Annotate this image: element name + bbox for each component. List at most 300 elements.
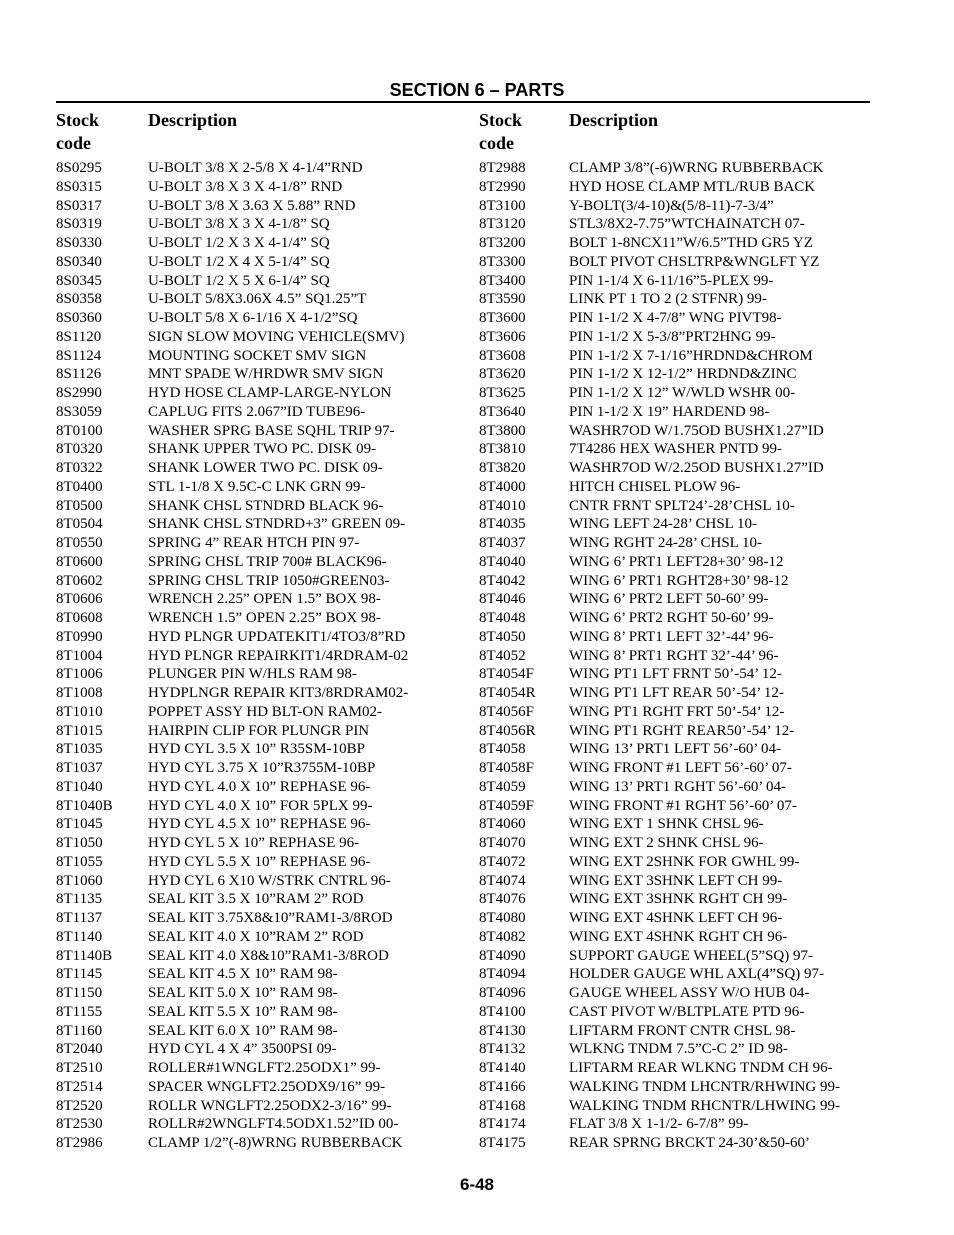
table-row bbox=[479, 365, 869, 384]
part-description: WING EXT 2 SHNK CHSL 96- bbox=[569, 835, 764, 851]
table-row bbox=[479, 1003, 869, 1022]
table-row bbox=[56, 515, 476, 534]
part-description: WING EXT 2SHNK FOR GWHL 99- bbox=[569, 853, 800, 870]
stock-code: 8T4130 bbox=[479, 1022, 526, 1039]
table-row bbox=[56, 684, 476, 703]
table-row bbox=[56, 665, 476, 684]
table-row bbox=[479, 215, 869, 234]
stock-code: 8T4054R bbox=[479, 685, 536, 701]
table-row bbox=[56, 778, 476, 797]
part-description: HYD CYL 5.5 X 10” REPHASE 96- bbox=[148, 853, 371, 870]
part-description: ROLLER#1WNGLFT2.25ODX1” 99- bbox=[148, 1060, 381, 1076]
part-description: SHANK CHSL STNDRD+3” GREEN 09- bbox=[148, 516, 406, 533]
part-description: SEAL KIT 4.0 X8&10”RAM1-3/8ROD bbox=[148, 947, 389, 964]
part-description: WING EXT 1 SHNK CHSL 96- bbox=[569, 816, 764, 833]
table-row bbox=[479, 1022, 869, 1041]
table-row bbox=[479, 234, 869, 253]
stock-code: 8T1045 bbox=[56, 816, 103, 833]
part-description: SEAL KIT 4.0 X 10”RAM 2” ROD bbox=[148, 928, 364, 945]
table-row bbox=[479, 928, 869, 947]
stock-code: 8T1140B bbox=[56, 947, 113, 964]
table-row bbox=[479, 797, 869, 816]
stock-code: 8T3640 bbox=[479, 403, 526, 420]
table-row bbox=[479, 740, 869, 759]
part-description: PIN 1-1/2 X 12” W/WLD WSHR 00- bbox=[569, 385, 796, 401]
part-description: MNT SPADE W/HRDWR SMV SIGN bbox=[148, 366, 384, 383]
stock-code: 8T4058 bbox=[479, 741, 526, 758]
part-description: HYD CYL 4.0 X 10” REPHASE 96- bbox=[148, 778, 371, 795]
part-description: GAUGE WHEEL ASSY W/O HUB 04- bbox=[569, 985, 810, 1001]
part-description: CAPLUG FITS 2.067”ID TUBE96- bbox=[148, 403, 366, 420]
table-row bbox=[479, 665, 869, 684]
stock-code: 8T1004 bbox=[56, 647, 103, 664]
table-row bbox=[479, 890, 869, 909]
column-header bbox=[56, 109, 476, 159]
table-row bbox=[56, 890, 476, 909]
table-row bbox=[56, 628, 476, 647]
stock-code: 8T4096 bbox=[479, 985, 526, 1001]
table-row bbox=[479, 572, 869, 591]
part-description: SHANK LOWER TWO PC. DISK 09- bbox=[148, 460, 383, 476]
table-row bbox=[56, 909, 476, 928]
table-row bbox=[479, 309, 869, 328]
stock-code: 8T1050 bbox=[56, 835, 103, 851]
stock-code: 8T3590 bbox=[479, 291, 526, 308]
part-description: WING EXT 3SHNK RGHT CH 99- bbox=[569, 891, 788, 908]
page-number: 6-48 bbox=[459, 1175, 495, 1194]
stock-code: 8T2514 bbox=[56, 1078, 103, 1095]
stock-code: 8T4166 bbox=[479, 1078, 526, 1095]
table-row bbox=[56, 1022, 476, 1041]
table-row bbox=[56, 1115, 476, 1134]
description-header: Description bbox=[569, 110, 658, 130]
stock-code: 8T1135 bbox=[56, 891, 103, 908]
parts-column-right bbox=[479, 109, 869, 1153]
part-description: HITCH CHISEL PLOW 96- bbox=[569, 478, 741, 495]
part-description: ROLLR#2WNGLFT4.5ODX1.52”ID 00- bbox=[148, 1116, 399, 1133]
stock-code: 8T0100 bbox=[56, 422, 103, 439]
table-row bbox=[479, 1115, 869, 1134]
stock-code: 8T3600 bbox=[479, 310, 526, 326]
part-description: POPPET ASSY HD BLT-ON RAM02- bbox=[148, 703, 382, 720]
table-row bbox=[479, 272, 869, 291]
part-description: U-BOLT 1/2 X 3 X 4-1/4” SQ bbox=[148, 235, 330, 251]
table-row bbox=[56, 834, 476, 853]
part-description: HAIRPIN CLIP FOR PLUNGR PIN bbox=[148, 722, 370, 739]
part-description: WING 13’ PRT1 LEFT 56’-60’ 04- bbox=[569, 741, 781, 758]
table-row bbox=[56, 365, 476, 384]
stock-code: 8T4060 bbox=[479, 816, 526, 833]
table-row bbox=[479, 497, 869, 516]
part-description: SPRING CHSL TRIP 700# BLACK96- bbox=[148, 553, 387, 570]
stock-code: 8S1126 bbox=[56, 366, 102, 383]
part-description: SEAL KIT 5.0 X 10” RAM 98- bbox=[148, 985, 338, 1001]
stock-code: 8T1055 bbox=[56, 853, 103, 870]
table-row bbox=[479, 984, 869, 1003]
stock-code: 8T3120 bbox=[479, 216, 526, 233]
stock-code: 8T2986 bbox=[56, 1135, 103, 1151]
stock-code: 8T3200 bbox=[479, 235, 526, 251]
stock-code: 8T1155 bbox=[56, 1003, 103, 1020]
part-description: STL3/8X2-7.75”WTCHAINATCH 07- bbox=[569, 216, 805, 233]
stock-code: 8T4074 bbox=[479, 872, 526, 889]
part-description: CLAMP 1/2”(-8)WRNG RUBBERBACK bbox=[148, 1135, 403, 1151]
stock-code: 8T1140 bbox=[56, 928, 103, 945]
stock-code: 8T1040B bbox=[56, 797, 113, 814]
stock-code: 8T3800 bbox=[479, 422, 526, 439]
part-description: SUPPORT GAUGE WHEEL(5”SQ) 97- bbox=[569, 947, 813, 964]
part-description: SEAL KIT 3.75X8&10”RAM1-3/8ROD bbox=[148, 910, 393, 926]
table-row bbox=[56, 1003, 476, 1022]
table-row bbox=[56, 1134, 476, 1153]
stock-code: 8T3300 bbox=[479, 253, 526, 270]
stock-code: 8T3608 bbox=[479, 347, 526, 364]
table-row bbox=[56, 459, 476, 478]
part-description: WING PT1 LFT REAR 50’-54’ 12- bbox=[569, 685, 784, 701]
stock-code: 8S0317 bbox=[56, 197, 102, 214]
table-row bbox=[56, 590, 476, 609]
part-description: PIN 1-1/2 X 12-1/2” HRDND&ZINC bbox=[569, 366, 797, 383]
part-description: HYD CYL 3.75 X 10”R3755M-10BP bbox=[148, 760, 376, 776]
stock-code: 8T4090 bbox=[479, 947, 526, 964]
stock-code: 8T4056R bbox=[479, 722, 536, 739]
stock-code: 8S0360 bbox=[56, 310, 102, 326]
stock-code: 8T3400 bbox=[479, 272, 526, 289]
part-description: REAR SPRNG BRCKT 24-30’&50-60’ bbox=[569, 1135, 810, 1151]
table-row bbox=[479, 834, 869, 853]
stock-code: 8T4168 bbox=[479, 1097, 526, 1114]
stock-code: 8T0500 bbox=[56, 497, 103, 514]
stock-code: 8T0504 bbox=[56, 516, 103, 533]
stock-code: 8T4076 bbox=[479, 891, 526, 908]
table-row bbox=[479, 778, 869, 797]
part-description: WASHR7OD W/1.75OD BUSHX1.27”ID bbox=[569, 422, 824, 439]
stock-code: 8T4132 bbox=[479, 1041, 526, 1058]
part-description: SPRING 4” REAR HTCH PIN 97- bbox=[148, 535, 360, 551]
table-row bbox=[479, 703, 869, 722]
part-description: 7T4286 HEX WASHER PNTD 99- bbox=[569, 441, 783, 458]
part-description: HYD CYL 5 X 10” REPHASE 96- bbox=[148, 835, 360, 851]
stock-code: 8S2990 bbox=[56, 385, 102, 401]
stock-code: 8T1145 bbox=[56, 966, 103, 983]
table-row bbox=[479, 515, 869, 534]
stock-code: 8T4175 bbox=[479, 1135, 526, 1151]
stock-code: 8T0608 bbox=[56, 610, 103, 626]
part-description: WING 6’ PRT1 RGHT28+30’ 98-12 bbox=[569, 572, 789, 589]
part-description: HYD CYL 4.5 X 10” REPHASE 96- bbox=[148, 816, 371, 833]
table-row bbox=[56, 403, 476, 422]
stock-code: 8T1015 bbox=[56, 722, 103, 739]
part-description: HYD HOSE CLAMP MTL/RUB BACK bbox=[569, 178, 816, 195]
part-description: MOUNTING SOCKET SMV SIGN bbox=[148, 347, 367, 364]
stock-code: 8T4059F bbox=[479, 797, 535, 814]
part-description: HYD CYL 3.5 X 10” R35SM-10BP bbox=[148, 741, 365, 758]
stock-code: 8T1160 bbox=[56, 1022, 103, 1039]
table-row bbox=[479, 403, 869, 422]
table-row bbox=[479, 590, 869, 609]
part-description: WING 6’ PRT1 LEFT28+30’ 98-12 bbox=[569, 553, 784, 570]
column-header bbox=[479, 109, 869, 159]
part-description: PIN 1-1/2 X 7-1/16”HRDND&CHROM bbox=[569, 347, 813, 364]
stock-code: 8T1037 bbox=[56, 760, 103, 776]
parts-list-left bbox=[56, 159, 476, 1153]
stock-code: 8T4048 bbox=[479, 610, 526, 626]
stock-code: 8T1006 bbox=[56, 666, 103, 683]
table-row bbox=[56, 740, 476, 759]
part-description: WING EXT 3SHNK LEFT CH 99- bbox=[569, 872, 783, 889]
stock-code: 8T0602 bbox=[56, 572, 103, 589]
stock-code: 8T4052 bbox=[479, 647, 526, 664]
table-row bbox=[479, 553, 869, 572]
table-row bbox=[479, 965, 869, 984]
table-row bbox=[56, 759, 476, 778]
stock-code: 8T1035 bbox=[56, 741, 103, 758]
part-description: WING PT1 LFT FRNT 50’-54’ 12- bbox=[569, 666, 782, 683]
table-row bbox=[479, 947, 869, 966]
stock-code: 8T4035 bbox=[479, 516, 526, 533]
table-row bbox=[56, 703, 476, 722]
part-description: WING LEFT 24-28’ CHSL 10- bbox=[569, 516, 758, 533]
stock-code: 8T4037 bbox=[479, 535, 526, 551]
parts-list-right bbox=[479, 159, 869, 1153]
part-description: WING EXT 4SHNK RGHT CH 96- bbox=[569, 928, 788, 945]
stock-code: 8T2520 bbox=[56, 1097, 103, 1114]
table-row bbox=[479, 347, 869, 366]
description-header: Description bbox=[148, 110, 237, 130]
table-row bbox=[479, 384, 869, 403]
table-row bbox=[479, 422, 869, 441]
part-description: BOLT 1-8NCX11”W/6.5”THD GR5 YZ bbox=[569, 235, 813, 251]
table-row bbox=[479, 328, 869, 347]
stock-code: 8T1040 bbox=[56, 778, 103, 795]
part-description: PLUNGER PIN W/HLS RAM 98- bbox=[148, 666, 357, 683]
table-row bbox=[56, 1040, 476, 1059]
table-row bbox=[56, 159, 476, 178]
stock-code: 8T1137 bbox=[56, 910, 103, 926]
part-description: PIN 1-1/2 X 4-7/8” WNG PIVT98- bbox=[569, 310, 782, 326]
table-row bbox=[56, 1059, 476, 1078]
part-description: WING PT1 RGHT FRT 50’-54’ 12- bbox=[569, 703, 785, 720]
table-row bbox=[56, 609, 476, 628]
stock-code: 8T2040 bbox=[56, 1041, 103, 1058]
table-row bbox=[479, 1040, 869, 1059]
table-row bbox=[479, 684, 869, 703]
table-row bbox=[56, 215, 476, 234]
stock-code: 8S0315 bbox=[56, 178, 102, 195]
stock-code: 8T4072 bbox=[479, 853, 526, 870]
part-description: SPRING CHSL TRIP 1050#GREEN03- bbox=[148, 572, 390, 589]
table-row bbox=[479, 815, 869, 834]
part-description: SEAL KIT 6.0 X 10” RAM 98- bbox=[148, 1022, 338, 1039]
stock-code: 8S1120 bbox=[56, 328, 102, 345]
part-description: WRENCH 1.5” OPEN 2.25” BOX 98- bbox=[148, 610, 381, 626]
table-row bbox=[479, 290, 869, 309]
table-row bbox=[56, 328, 476, 347]
part-description: U-BOLT 3/8 X 2-5/8 X 4-1/4”RND bbox=[148, 160, 363, 176]
table-row bbox=[56, 553, 476, 572]
table-row bbox=[479, 628, 869, 647]
stock-code: 8T3606 bbox=[479, 328, 526, 345]
part-description: WING 8’ PRT1 LEFT 32’-44’ 96- bbox=[569, 628, 774, 645]
part-description: WING RGHT 24-28’ CHSL 10- bbox=[569, 535, 763, 551]
table-row bbox=[479, 478, 869, 497]
part-description: U-BOLT 5/8X3.06X 4.5” SQ1.25”T bbox=[148, 291, 367, 308]
part-description: WLKNG TNDM 7.5”C-C 2” ID 98- bbox=[569, 1041, 788, 1058]
part-description: LIFTARM REAR WLKNG TNDM CH 96- bbox=[569, 1060, 833, 1076]
stock-code: 8T0320 bbox=[56, 441, 103, 458]
part-description: WING 6’ PRT2 LEFT 50-60’ 99- bbox=[569, 591, 769, 608]
stock-code: 8T4042 bbox=[479, 572, 526, 589]
stock-code: 8T4050 bbox=[479, 628, 526, 645]
stock-code: 8T4046 bbox=[479, 591, 526, 608]
part-description: WING FRONT #1 RGHT 56’-60’ 07- bbox=[569, 797, 797, 814]
stock-code: 8T0990 bbox=[56, 628, 103, 645]
stock-code: 8T1008 bbox=[56, 685, 103, 701]
table-row bbox=[479, 159, 869, 178]
table-row bbox=[56, 178, 476, 197]
stock-code: 8T4100 bbox=[479, 1003, 526, 1020]
table-row bbox=[479, 647, 869, 666]
part-description: U-BOLT 5/8 X 6-1/16 X 4-1/2”SQ bbox=[148, 310, 358, 326]
table-row bbox=[56, 965, 476, 984]
stock-code: 8T4054F bbox=[479, 666, 535, 683]
table-row bbox=[479, 1059, 869, 1078]
part-description: SEAL KIT 3.5 X 10”RAM 2” ROD bbox=[148, 891, 364, 908]
part-description: U-BOLT 3/8 X 3 X 4-1/8” SQ bbox=[148, 216, 330, 233]
table-row bbox=[56, 272, 476, 291]
stock-code: 8S0358 bbox=[56, 291, 102, 308]
part-description: LIFTARM FRONT CNTR CHSL 98- bbox=[569, 1022, 796, 1039]
table-row bbox=[56, 197, 476, 216]
table-row bbox=[56, 384, 476, 403]
stock-code: 8T0322 bbox=[56, 460, 103, 476]
stock-code: 8T4000 bbox=[479, 478, 526, 495]
part-description: U-BOLT 1/2 X 4 X 5-1/4” SQ bbox=[148, 253, 330, 270]
stock-code-header: Stock code bbox=[479, 110, 523, 153]
stock-code: 8T0606 bbox=[56, 591, 103, 608]
stock-code: 8T4040 bbox=[479, 553, 526, 570]
stock-code: 8T3820 bbox=[479, 460, 526, 476]
stock-code: 8T4140 bbox=[479, 1060, 526, 1076]
part-description: WRENCH 2.25” OPEN 1.5” BOX 98- bbox=[148, 591, 381, 608]
table-row bbox=[56, 928, 476, 947]
table-row bbox=[56, 534, 476, 553]
stock-code: 8T4080 bbox=[479, 910, 526, 926]
part-description: SPACER WNGLFT2.25ODX9/16” 99- bbox=[148, 1078, 386, 1095]
table-row bbox=[56, 984, 476, 1003]
part-description: SEAL KIT 4.5 X 10” RAM 98- bbox=[148, 966, 338, 983]
part-description: PIN 1-1/2 X 5-3/8”PRT2HNG 99- bbox=[569, 328, 776, 345]
table-row bbox=[479, 1134, 869, 1153]
stock-code: 8S1124 bbox=[56, 347, 102, 364]
table-row bbox=[56, 853, 476, 872]
part-description: PIN 1-1/4 X 6-11/16”5-PLEX 99- bbox=[569, 272, 774, 289]
stock-code: 8T4010 bbox=[479, 497, 526, 514]
part-description: WASHER SPRG BASE SQHL TRIP 97- bbox=[148, 422, 395, 439]
part-description: CAST PIVOT W/BLTPLATE PTD 96- bbox=[569, 1003, 805, 1020]
part-description: STL 1-1/8 X 9.5C-C LNK GRN 99- bbox=[148, 478, 366, 495]
table-row bbox=[56, 422, 476, 441]
part-description: SEAL KIT 5.5 X 10” RAM 98- bbox=[148, 1003, 338, 1020]
part-description: HOLDER GAUGE WHL AXL(4”SQ) 97- bbox=[569, 966, 824, 983]
part-description: CLAMP 3/8”(-6)WRNG RUBBERBACK bbox=[569, 160, 824, 176]
table-row bbox=[56, 309, 476, 328]
part-description: LINK PT 1 TO 2 (2 STFNR) 99- bbox=[569, 291, 767, 308]
stock-code: 8T1010 bbox=[56, 703, 103, 720]
part-description: ROLLR WNGLFT2.25ODX2-3/16” 99- bbox=[148, 1097, 392, 1114]
table-row bbox=[479, 178, 869, 197]
stock-code: 8T2988 bbox=[479, 160, 526, 176]
table-row bbox=[479, 853, 869, 872]
part-description: BOLT PIVOT CHSLTRP&WNGLFT YZ bbox=[569, 253, 820, 270]
stock-code: 8T3100 bbox=[479, 197, 526, 214]
part-description: HYD CYL 4 X 4” 3500PSI 09- bbox=[148, 1041, 337, 1058]
stock-code: 8T3810 bbox=[479, 441, 526, 458]
table-row bbox=[479, 197, 869, 216]
table-row bbox=[479, 253, 869, 272]
part-description: SHANK UPPER TWO PC. DISK 09- bbox=[148, 441, 377, 458]
stock-code: 8T4082 bbox=[479, 928, 526, 945]
header-rule bbox=[56, 101, 870, 103]
table-row bbox=[56, 572, 476, 591]
part-description: WING 13’ PRT1 RGHT 56’-60’ 04- bbox=[569, 778, 786, 795]
table-row bbox=[56, 478, 476, 497]
part-description: FLAT 3/8 X 1-1/2- 6-7/8” 99- bbox=[569, 1116, 749, 1133]
part-description: HYD PLNGR UPDATEKIT1/4TO3/8”RD bbox=[148, 628, 406, 645]
table-row bbox=[56, 1078, 476, 1097]
part-description: WING 8’ PRT1 RGHT 32’-44’ 96- bbox=[569, 647, 779, 664]
part-description: Y-BOLT(3/4-10)&(5/8-11)-7-3/4” bbox=[569, 197, 774, 214]
stock-code: 8T3625 bbox=[479, 385, 526, 401]
part-description: SHANK CHSL STNDRD BLACK 96- bbox=[148, 497, 384, 514]
stock-code: 8T2510 bbox=[56, 1060, 103, 1076]
table-row bbox=[56, 797, 476, 816]
stock-code: 8T3620 bbox=[479, 366, 526, 383]
stock-code: 8T2990 bbox=[479, 178, 526, 195]
part-description: WING PT1 RGHT REAR50’-54’ 12- bbox=[569, 722, 795, 739]
table-row bbox=[56, 347, 476, 366]
table-row bbox=[479, 759, 869, 778]
stock-code: 8S0330 bbox=[56, 235, 102, 251]
table-row bbox=[479, 872, 869, 891]
table-row bbox=[479, 1078, 869, 1097]
stock-code: 8T0400 bbox=[56, 478, 103, 495]
table-row bbox=[56, 497, 476, 516]
part-description: U-BOLT 3/8 X 3 X 4-1/8” RND bbox=[148, 178, 343, 195]
table-row bbox=[479, 440, 869, 459]
stock-code: 8S0319 bbox=[56, 216, 102, 233]
table-row bbox=[56, 947, 476, 966]
table-row bbox=[56, 1097, 476, 1116]
stock-code: 8T2530 bbox=[56, 1116, 103, 1133]
stock-code: 8T4058F bbox=[479, 760, 535, 776]
stock-code: 8T1060 bbox=[56, 872, 103, 889]
part-description: WALKING TNDM RHCNTR/LHWING 99- bbox=[569, 1097, 840, 1114]
table-row bbox=[56, 290, 476, 309]
part-description: PIN 1-1/2 X 19” HARDEND 98- bbox=[569, 403, 770, 420]
section-title: SECTION 6 – PARTS bbox=[389, 80, 565, 100]
part-description: U-BOLT 1/2 X 5 X 6-1/4” SQ bbox=[148, 272, 330, 289]
stock-code: 8T4070 bbox=[479, 835, 526, 851]
table-row bbox=[479, 1097, 869, 1116]
part-description: WALKING TNDM LHCNTR/RHWING 99- bbox=[569, 1078, 840, 1095]
stock-code: 8S0340 bbox=[56, 253, 102, 270]
stock-code: 8T0600 bbox=[56, 553, 103, 570]
table-row bbox=[56, 815, 476, 834]
table-row bbox=[56, 872, 476, 891]
part-description: HYDPLNGR REPAIR KIT3/8RDRAM02- bbox=[148, 685, 409, 701]
stock-code: 8T4174 bbox=[479, 1116, 526, 1133]
